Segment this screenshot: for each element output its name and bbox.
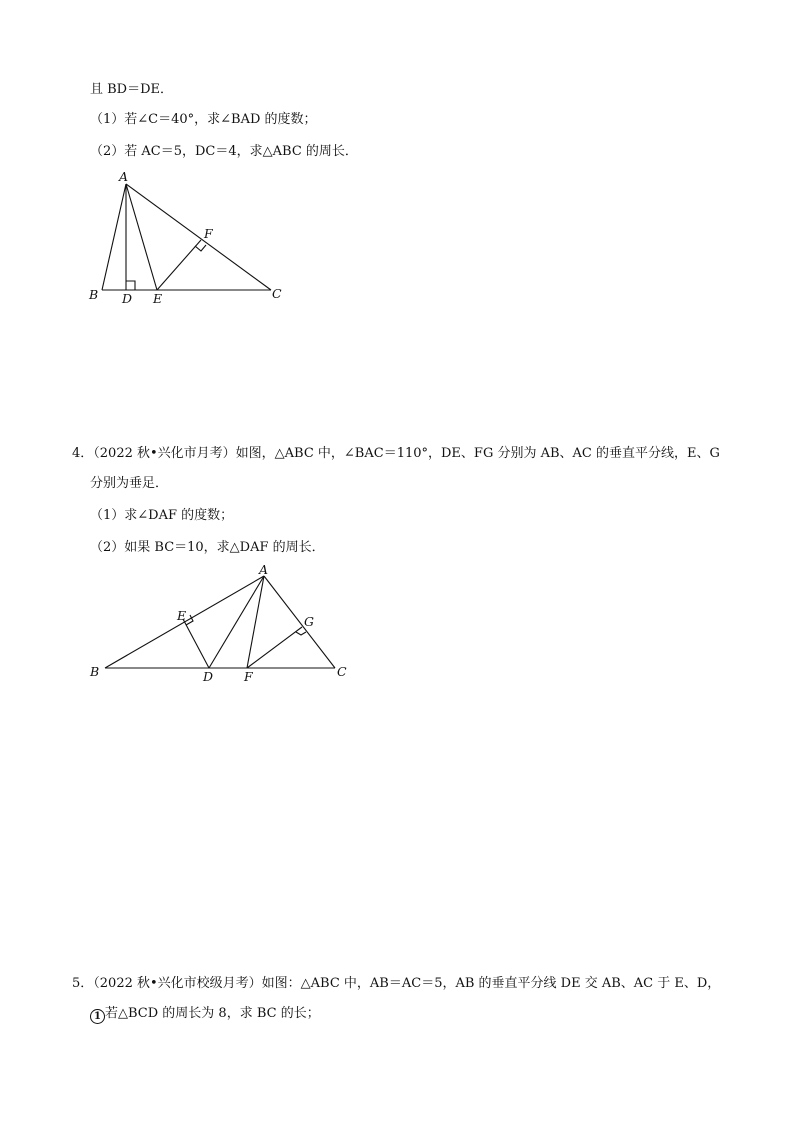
p4-label-b: B — [90, 664, 100, 679]
p3-figure — [80, 168, 300, 308]
p5-stem-line-1: 5．（2022 秋•兴化市校级月考）如图：△ABC 中，AB＝AC＝5，AB 的垂直平分线 DE 交 AB、AC 于 E、D， — [72, 976, 721, 991]
p4-question-1: （1）求∠DAF 的度数； — [90, 508, 234, 523]
p3-label-b: B — [89, 287, 99, 302]
p3-segment-ae — [126, 184, 157, 290]
p3-question-2: （2）若 AC＝5，DC＝4，求△ABC 的周长． — [90, 144, 358, 159]
p4-label-d: D — [203, 669, 214, 684]
p4-segment-de — [183, 619, 209, 668]
p4-question-2: （2）如果 BC＝10，求△DAF 的周长． — [90, 540, 325, 555]
p5-question-1 — [90, 1006, 320, 1024]
p4-label-e: E — [177, 608, 187, 623]
p4-stem-line-2: 分别为垂足． — [90, 476, 169, 491]
p4-label-g: G — [304, 614, 314, 629]
circled-number-1: 1 — [90, 1009, 105, 1024]
p3-segment-ac — [126, 184, 271, 290]
p3-line-1: 且 BD＝DE． — [90, 82, 174, 97]
p3-segment-ab — [102, 184, 126, 290]
p4-stem-line-1: 4．（2022 秋•兴化市月考）如图，△ABC 中，∠BAC＝110°，DE、FG 分别为 AB、AC 的垂直平分线，E、G — [72, 446, 720, 461]
p4-segment-ac — [264, 576, 335, 668]
p4-label-c: C — [337, 664, 347, 679]
p3-label-a: A — [119, 169, 129, 184]
p3-right-angle-d — [126, 281, 135, 290]
p5-question-1-text: 若△BCD 的周长为 8，求 BC 的长； — [105, 1006, 320, 1021]
p3-question-1: （1）若∠C＝40°，求∠BAD 的度数； — [90, 112, 317, 127]
p3-label-e: E — [153, 291, 163, 306]
p3-label-d: D — [122, 291, 133, 306]
p3-right-angle-f — [195, 245, 206, 251]
p4-figure — [80, 562, 370, 692]
p3-label-f: F — [204, 226, 213, 241]
p4-right-angle-g — [296, 632, 306, 635]
p3-label-c: C — [272, 286, 282, 301]
p4-segment-fg — [247, 627, 302, 668]
p3-segment-ef — [157, 240, 201, 290]
p4-label-a: A — [259, 562, 269, 577]
p4-label-f: F — [244, 669, 253, 684]
